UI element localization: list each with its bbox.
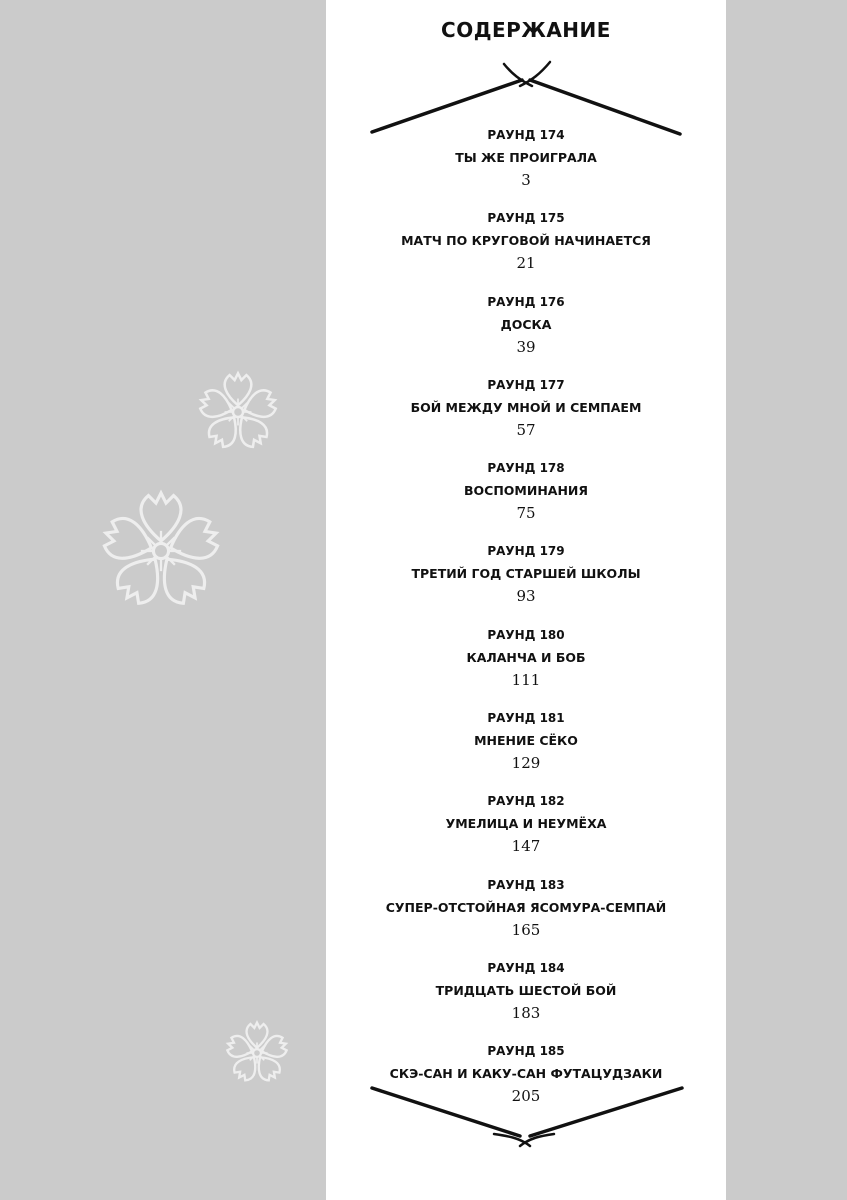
entry-title: МНЕНИЕ СЁКО [474, 733, 578, 749]
entry-page-number: 205 [511, 1087, 541, 1106]
entry-round: РАУНД 174 [487, 128, 565, 142]
entry-title: УМЕЛИЦА И НЕУМЁХА [445, 816, 607, 832]
entry-page-number: 165 [511, 920, 541, 939]
flower-icon [224, 1020, 290, 1086]
entry-page-number: 183 [511, 1003, 541, 1022]
entry-title: ТРИДЦАТЬ ШЕСТОЙ БОЙ [435, 982, 617, 998]
entry-round: РАУНД 183 [487, 877, 565, 892]
entry-title: БОЙ МЕЖДУ МНОЙ И СЕМПАЕМ [410, 399, 642, 415]
entry-round: РАУНД 184 [487, 960, 565, 975]
entry-page-number: 21 [516, 254, 536, 273]
entry-round: РАУНД 185 [487, 1044, 565, 1059]
contents-entry[interactable] [326, 624, 726, 707]
flower-icon [196, 370, 280, 454]
entry-round: РАУНД 178 [487, 461, 565, 476]
right-background [726, 0, 847, 1200]
entry-title: ДОСКА [500, 316, 552, 332]
contents-entry[interactable] [326, 707, 726, 790]
contents-entry[interactable] [326, 540, 726, 623]
contents-entry[interactable] [326, 291, 726, 374]
contents-entry[interactable] [326, 457, 726, 540]
bottom-ornament-icon [326, 1080, 726, 1152]
entry-title: СКЭ-САН И КАКУ-САН ФУТАЦУДЗАКИ [389, 1066, 663, 1082]
entry-page-number: 129 [511, 754, 541, 773]
entry-page-number: 147 [511, 837, 541, 856]
contents-entry[interactable] [326, 790, 726, 873]
entry-round: РАУНД 177 [487, 377, 565, 392]
entry-page-number: 75 [516, 504, 536, 523]
left-background [0, 0, 326, 1200]
contents-list [326, 124, 726, 1124]
entry-title: ВОСПОМИНАНИЯ [464, 483, 588, 499]
entry-round: РАУНД 175 [487, 211, 565, 226]
entry-round: РАУНД 179 [487, 544, 565, 559]
entry-page-number: 3 [521, 171, 531, 189]
entry-round: РАУНД 182 [487, 794, 565, 809]
entry-title: МАТЧ ПО КРУГОВОЙ НАЧИНАЕТСЯ [401, 233, 651, 249]
contents-entry[interactable] [326, 207, 726, 290]
page-title: СОДЕРЖАНИЕ [441, 18, 611, 42]
contents-page [326, 0, 726, 1200]
contents-entry[interactable] [326, 874, 726, 957]
contents-entry[interactable] [326, 124, 726, 207]
entry-title: ТРЕТИЙ ГОД СТАРШЕЙ ШКОЛЫ [411, 566, 641, 582]
entry-round: РАУНД 180 [487, 627, 565, 642]
entry-title: СУПЕР-ОТСТОЙНАЯ ЯСОМУРА-СЕМПАЙ [385, 899, 667, 915]
entry-round: РАУНД 176 [487, 294, 565, 309]
entry-page-number: 111 [511, 670, 541, 689]
entry-page-number: 57 [516, 420, 536, 439]
contents-entry[interactable] [326, 957, 726, 1040]
entry-title: КАЛАНЧА И БОБ [466, 649, 586, 665]
flower-icon [98, 488, 224, 614]
entry-round: РАУНД 181 [487, 711, 565, 726]
entry-page-number: 93 [516, 587, 536, 606]
entry-title: ТЫ ЖЕ ПРОИГРАЛА [455, 150, 597, 165]
contents-entry[interactable] [326, 374, 726, 457]
entry-page-number: 39 [516, 337, 536, 356]
